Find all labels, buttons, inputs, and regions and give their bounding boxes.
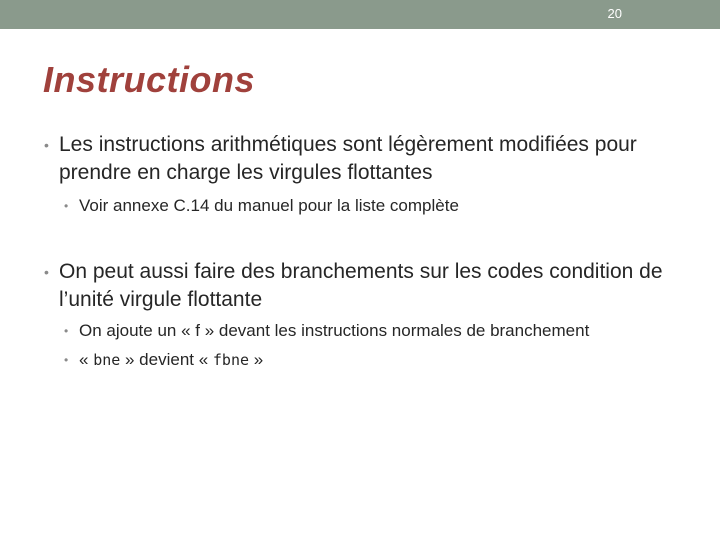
bullet-1-sub-1 [64, 195, 704, 217]
bullet-2-sub-1 [64, 320, 704, 342]
bullet-2-sub-2 [64, 349, 704, 371]
bullet-2-sub-2-text [79, 349, 704, 371]
slide-number: 20 [607, 6, 622, 21]
quote-open: « [79, 350, 94, 369]
bullet-dot: • [64, 324, 69, 338]
code-bne: bne [93, 351, 121, 369]
top-bar [0, 0, 720, 29]
slide-title: Instructions [43, 59, 256, 100]
bullet-dot: • [64, 353, 69, 367]
bullet-dot: • [44, 137, 49, 153]
devient-text: » devient « [120, 350, 213, 369]
bullet-2-text: On peut aussi faire des branchements sur les codes condition de l’unité virgule flottante [59, 260, 663, 311]
bullet-1-sub-1-text: Voir annexe C.14 du manuel pour la liste complète [79, 196, 459, 215]
bullet-dot: • [64, 199, 69, 213]
bullet-2-sub-1-text: On ajoute un « f » devant les instructions normales de branchement [79, 321, 590, 340]
bullet-2 [44, 258, 684, 314]
bullet-1 [44, 131, 684, 187]
bullet-1-text: Les instructions arithmétiques sont légèrement modifiées pour prendre en charge les virgules flottantes [59, 133, 637, 184]
quote-close: » [249, 350, 264, 369]
code-fbne: fbne [212, 351, 250, 369]
bullet-dot: • [44, 264, 49, 280]
